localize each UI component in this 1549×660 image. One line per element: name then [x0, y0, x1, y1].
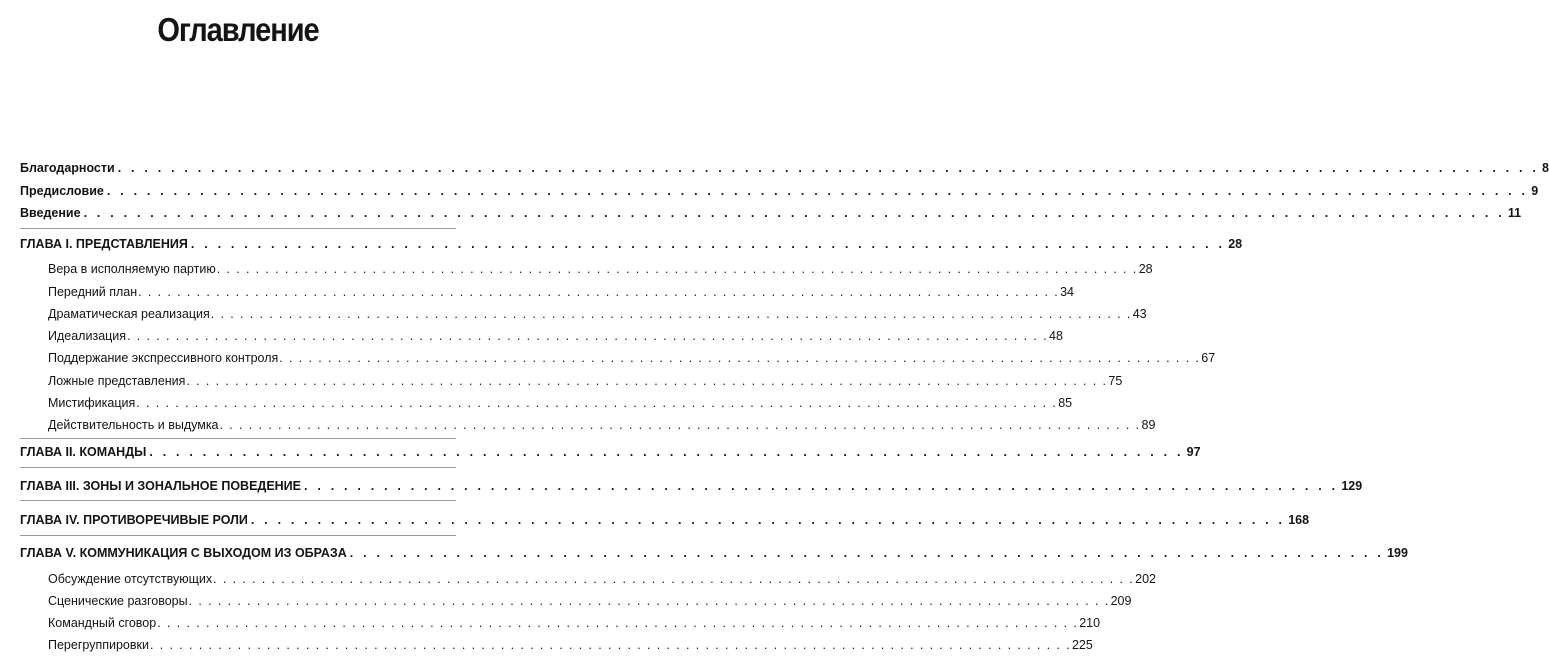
dot-leader: . . . . . . . . . . . . . . . . . . . . . . . . . . . . . . . . . . . . . . . . . . . . . . . . . . . . . . . . . . . . . . . . . . . . . . . . . . . . . . . . . . . . . . . . . . . . . . .	[279, 351, 1201, 365]
toc-entry-page: 97	[1186, 445, 1201, 459]
toc-entry-page: 199	[1387, 546, 1408, 560]
dot-leader: . . . . . . . . . . . . . . . . . . . . . . . . . . . . . . . . . . . . . . . . . . . . . . . . . . . . . . . . . . . . . . . . . . . . . . . . . . . . . .	[349, 546, 1385, 560]
toc-section[interactable]	[48, 328, 1063, 344]
toc-chapter-1[interactable]	[20, 236, 1243, 252]
dot-leader: . . . . . . . . . . . . . . . . . . . . . . . . . . . . . . . . . . . . . . . . . . . . . . . . . . . . . . . . . . . . . . . . . . . . . . . . . . . . . .	[304, 479, 1339, 493]
toc-chapter-5[interactable]	[20, 545, 1408, 561]
dot-leader: . . . . . . . . . . . . . . . . . . . . . . . . . . . . . . . . . . . . . . . . . . . . . . . . . . . . . . . . . . . . . . . . . . . . . . . . . . . . . . . . . . . . . . . . . . . . . . . . . . . . . . . . . . .	[106, 184, 1529, 198]
toc-entry-label: Обсуждение отсутствующих	[48, 572, 213, 586]
dot-leader: . . . . . . . . . . . . . . . . . . . . . . . . . . . . . . . . . . . . . . . . . . . . . . . . . . . . . . . . . . . . . . . . . . . . . . . . . . . . . . . . . . . . . . . . . . . . . . .	[138, 285, 1060, 299]
dot-leader: . . . . . . . . . . . . . . . . . . . . . . . . . . . . . . . . . . . . . . . . . . . . . . . . . . . . . . . . . . . . . . . . . . . . . . . . . . . . . .	[190, 237, 1226, 251]
toc-section[interactable]	[48, 395, 1073, 411]
toc-section[interactable]	[48, 571, 1156, 587]
toc-entry-label: ГЛАВА II. КОМАНДЫ	[20, 445, 147, 459]
toc-entry-page: 85	[1058, 396, 1073, 410]
dot-leader: . . . . . . . . . . . . . . . . . . . . . . . . . . . . . . . . . . . . . . . . . . . . . . . . . . . . . . . . . . . . . . . . . . . . . . . . . . . . . . . . . . . . . . . . . . . . . . .	[149, 638, 1071, 652]
dot-leader: . . . . . . . . . . . . . . . . . . . . . . . . . . . . . . . . . . . . . . . . . . . . . . . . . . . . . . . . . . . . . . . . . . . . . . . . . . . . . . . . . . . . . . . . . . . . . . . . . . . . . . . . . . .	[83, 206, 1505, 220]
toc-entry-page: 202	[1135, 572, 1156, 586]
dot-leader: . . . . . . . . . . . . . . . . . . . . . . . . . . . . . . . . . . . . . . . . . . . . . . . . . . . . . . . . . . . . . . . . . . . . . . . . . . . . . .	[250, 513, 1286, 527]
toc-entry-label: Предисловие	[20, 184, 104, 198]
divider	[20, 500, 456, 501]
toc-entry-label: Ложные представления	[48, 374, 186, 388]
divider	[20, 535, 456, 536]
toc-entry-preface[interactable]	[20, 183, 1539, 199]
toc-section[interactable]	[48, 261, 1153, 277]
toc-entry-label: Передний план	[48, 285, 138, 299]
dot-leader: . . . . . . . . . . . . . . . . . . . . . . . . . . . . . . . . . . . . . . . . . . . . . . . . . . . . . . . . . . . . . . . . . . . . . . . . . . . . . . . . . . . . . . . . . . . . . . .	[216, 262, 1138, 276]
toc-section[interactable]	[48, 615, 1101, 631]
toc-entry-page: 89	[1141, 418, 1156, 432]
toc-entry-page: 210	[1079, 616, 1101, 630]
toc-chapter-2[interactable]	[20, 444, 1201, 460]
dot-leader: . . . . . . . . . . . . . . . . . . . . . . . . . . . . . . . . . . . . . . . . . . . . . . . . . . . . . . . . . . . . . . . . . . . . . . . . . . . . . . . . . . . . . . . . . . . . . . .	[136, 396, 1058, 410]
toc-entry-label: ГЛАВА IV. ПРОТИВОРЕЧИВЫЕ РОЛИ	[20, 513, 248, 527]
toc-entry-page: 75	[1108, 374, 1123, 388]
toc-entry-label: ГЛАВА III. ЗОНЫ И ЗОНАЛЬНОЕ ПОВЕДЕНИЕ	[20, 479, 301, 493]
page-title: Оглавление	[157, 11, 319, 48]
toc-entry-label: Действительность и выдумка	[48, 418, 219, 432]
toc-entry-page: 43	[1132, 307, 1147, 321]
toc-entry-page: 129	[1341, 479, 1363, 493]
toc-entry-label: Благодарности	[20, 161, 115, 175]
dot-leader: . . . . . . . . . . . . . . . . . . . . . . . . . . . . . . . . . . . . . . . . . . . . . . . . . . . . . . . . . . . . . . . . . . . . . . . . . . . . . . . . . . . . . . . . . . . . . . .	[213, 572, 1135, 586]
divider	[20, 438, 456, 439]
divider	[20, 228, 456, 229]
toc-entry-page: 9	[1531, 184, 1539, 198]
toc-entry-label: ГЛАВА V. КОММУНИКАЦИЯ С ВЫХОДОМ ИЗ ОБРАЗА	[20, 546, 347, 560]
toc-entry-page: 28	[1228, 237, 1243, 251]
toc-entry-page: 67	[1201, 351, 1216, 365]
dot-leader: . . . . . . . . . . . . . . . . . . . . . . . . . . . . . . . . . . . . . . . . . . . . . . . . . . . . . . . . . . . . . . . . . . . . . . . . . . . . . . . . . . . . . . . . . . . . . . .	[127, 329, 1049, 343]
toc-section[interactable]	[48, 306, 1147, 322]
toc-section[interactable]	[48, 593, 1132, 609]
toc-entry-label: Поддержание экспрессивного контроля	[48, 351, 279, 365]
toc-entry-label: Мистификация	[48, 396, 136, 410]
toc-entry-page: 209	[1110, 594, 1132, 608]
toc-section[interactable]	[48, 637, 1093, 653]
toc-entry-label: Драматическая реализация	[48, 307, 210, 321]
toc-entry-label: ГЛАВА I. ПРЕДСТАВЛЕНИЯ	[20, 237, 188, 251]
toc-section[interactable]	[48, 373, 1123, 389]
toc-entry-label: Сценические разговоры	[48, 594, 188, 608]
dot-leader: . . . . . . . . . . . . . . . . . . . . . . . . . . . . . . . . . . . . . . . . . . . . . . . . . . . . . . . . . . . . . . . . . . . . . . . . . . . . . . . . . . . . . . . . . . . . . . .	[188, 594, 1110, 608]
toc-section[interactable]	[48, 350, 1216, 366]
toc-entry-introduction[interactable]	[20, 205, 1522, 221]
toc-entry-page: 48	[1049, 329, 1063, 343]
toc-entry-label: Идеализация	[48, 329, 127, 343]
toc-chapter-4[interactable]	[20, 512, 1310, 528]
toc-chapter-3[interactable]	[20, 478, 1363, 494]
toc-entry-label: Введение	[20, 206, 81, 220]
toc-entry-page: 28	[1138, 262, 1153, 276]
dot-leader: . . . . . . . . . . . . . . . . . . . . . . . . . . . . . . . . . . . . . . . . . . . . . . . . . . . . . . . . . . . . . . . . . . . . . . . . . . . . . . . . . . . . . . . . . . . . . . .	[186, 374, 1108, 388]
dot-leader: . . . . . . . . . . . . . . . . . . . . . . . . . . . . . . . . . . . . . . . . . . . . . . . . . . . . . . . . . . . . . . . . . . . . . . . . . . . . . . . . . . . . . . . . . . . . . . .	[219, 418, 1141, 432]
toc-section[interactable]	[48, 417, 1156, 433]
dot-leader: . . . . . . . . . . . . . . . . . . . . . . . . . . . . . . . . . . . . . . . . . . . . . . . . . . . . . . . . . . . . . . . . . . . . . . . . . . . . . . . . . . . . . . . . . . . . . . .	[210, 307, 1132, 321]
toc-entry-label: Командный сговор	[48, 616, 157, 630]
toc-entry-page: 8	[1542, 161, 1549, 175]
dot-leader: . . . . . . . . . . . . . . . . . . . . . . . . . . . . . . . . . . . . . . . . . . . . . . . . . . . . . . . . . . . . . . . . . . . . . . . . . . . . . . . . . . . . . . . . . . . . . . .	[157, 616, 1079, 630]
divider	[20, 467, 456, 468]
dot-leader: . . . . . . . . . . . . . . . . . . . . . . . . . . . . . . . . . . . . . . . . . . . . . . . . . . . . . . . . . . . . . . . . . . . . . . . . . . . . . . . . . . . . . . . . . . . . . . . . . . . . . . . . . . .	[117, 161, 1540, 175]
toc-entry-page: 225	[1071, 638, 1093, 652]
toc-entry-page: 34	[1060, 285, 1075, 299]
toc-entry-page: 168	[1288, 513, 1310, 527]
toc-section[interactable]	[48, 284, 1075, 300]
dot-leader: . . . . . . . . . . . . . . . . . . . . . . . . . . . . . . . . . . . . . . . . . . . . . . . . . . . . . . . . . . . . . . . . . . . . . . . . . . . . . .	[149, 445, 1184, 459]
toc-entry-label: Вера в исполняемую партию	[48, 262, 216, 276]
toc-entry-label: Перегруппировки	[48, 638, 149, 652]
toc-entry-acknowledgements[interactable]	[20, 160, 1549, 176]
toc-entry-page: 11	[1507, 206, 1522, 220]
